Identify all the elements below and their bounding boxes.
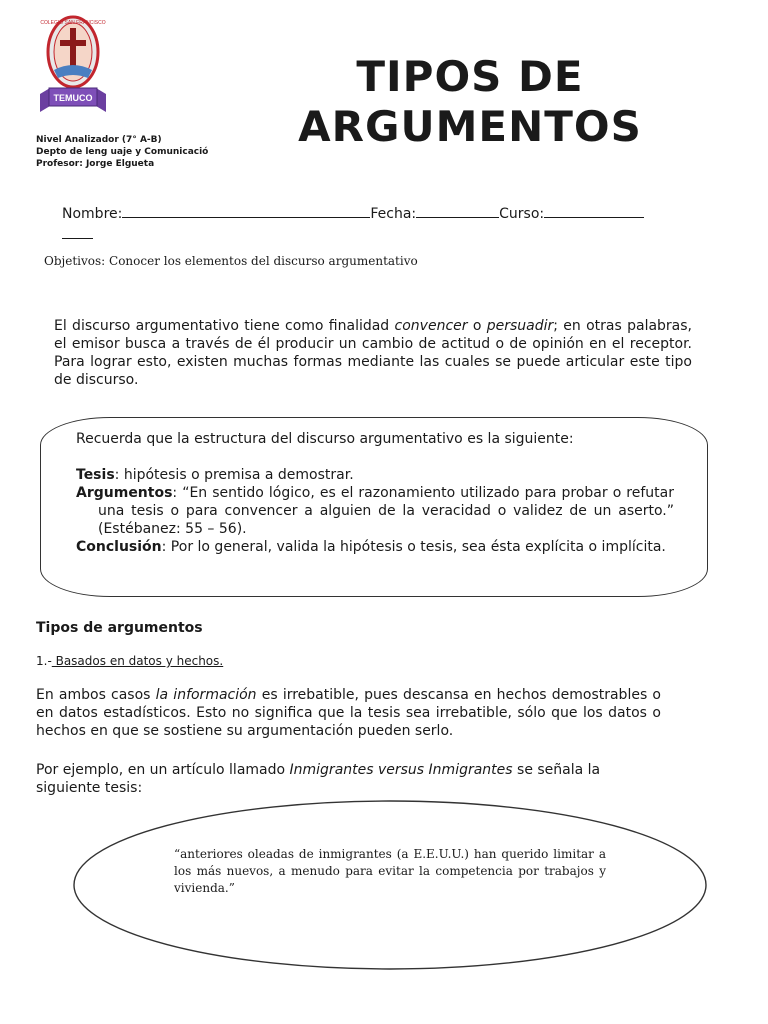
department-line: Depto de leng uaje y Comunicació (36, 147, 209, 157)
subsection-heading: 1.- Basados en datos y hechos. (36, 654, 224, 668)
title-line-1: TIPOS DE (356, 52, 584, 101)
curso-label: Curso: (499, 206, 545, 222)
fecha-label: Fecha: (370, 206, 417, 222)
nombre-field[interactable] (122, 203, 370, 218)
title-line-2: ARGUMENTOS (298, 102, 642, 151)
student-form (62, 203, 662, 245)
conclusion-definition: Conclusión: Por lo general, valida la hipótesis o tesis, sea ésta explícita o implícita. (76, 539, 666, 555)
structure-box-content (76, 430, 674, 556)
logo-text: COLEGIO SAN FRANCISCO (40, 20, 106, 26)
course-info (36, 134, 208, 170)
structure-heading: Recuerda que la estructura del discurso argumentativo es la siguiente: (76, 431, 574, 447)
page-title (280, 52, 660, 152)
explanation-paragraph: En ambos casos la información es irrebatible, pues descansa en hechos demostrables o en datos estadísticos. Esto no significa que la tesis sea irrebatible, sólo que los datos o hechos en que se sostiene su argumentación pueden serlo. (36, 687, 661, 739)
school-logo (36, 12, 110, 120)
argumentos-definition: Argumentos: “En sentido lógico, es el razonamiento utilizado para probar o refutar una tesis o para convencer a alguien de la veracidad o validez de un aserto.” (Estébanez: 55 – 56). (76, 485, 674, 537)
section-title: Tipos de argumentos (36, 620, 203, 636)
intro-paragraph: El discurso argumentativo tiene como finalidad convencer o persuadir; en otras palabras, el emisor busca a través de él producir un cambio de actitud o de opinión en el receptor. Para lograr esto, existen muchas formas mediante las cuales se puede articular este tipo de discurso. (54, 318, 693, 388)
curso-field[interactable] (544, 203, 644, 218)
nombre-label: Nombre: (62, 206, 123, 222)
logo-banner-text: TEMUCO (53, 93, 93, 103)
thesis-quote: “anteriores oleadas de inmigrantes (a E.E.U.U.) han querido limitar a los más nuevos, a menudo para evitar la competencia por trabajos y vivienda.” (174, 847, 606, 895)
tesis-definition: Tesis: hipótesis o premisa a demostrar. (76, 467, 354, 483)
level-line: Nivel Analizador (7° A-B) (36, 135, 162, 145)
curso-field-continuation[interactable] (62, 224, 93, 239)
fecha-field[interactable] (416, 203, 499, 218)
teacher-line: Profesor: Jorge Elgueta (36, 159, 155, 169)
example-paragraph: Por ejemplo, en un artículo llamado Inmigrantes versus Inmigrantes se señala la siguiente tesis: (36, 762, 601, 796)
objective-line: Objetivos: Conocer los elementos del discurso argumentativo (44, 254, 418, 268)
